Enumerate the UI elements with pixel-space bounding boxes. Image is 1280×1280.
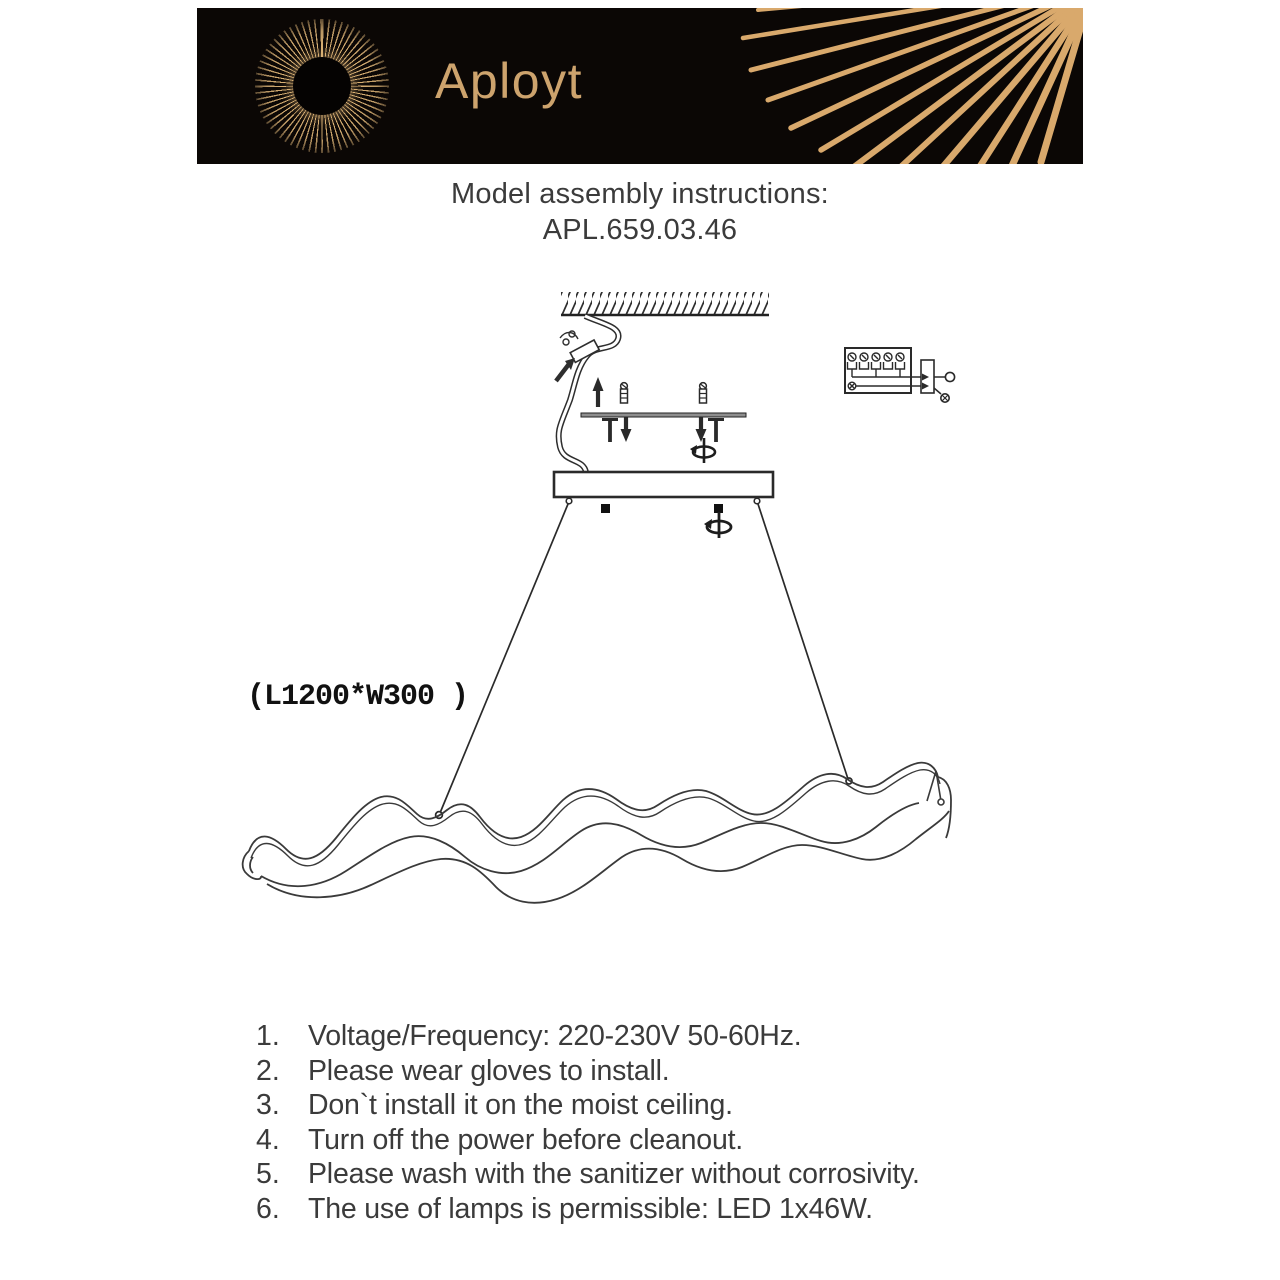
wall-anchor-left [621,383,628,403]
instruction-item [256,1160,920,1189]
instruction-item [256,1022,920,1051]
instruction-number: 6. [256,1192,280,1225]
square-marker-right [714,504,723,513]
brand-name: Aployt [435,53,583,109]
instruction-item [256,1192,920,1225]
wave-diffuser [243,763,951,903]
screw-rotate-icon-lower [704,512,731,538]
instruction-item [256,1054,920,1087]
instruction-number: 5. [256,1158,280,1190]
instruction-number: 3. [256,1089,280,1121]
wall-anchor-right [700,383,707,403]
instructions-list [256,1022,920,1229]
mounting-screw-left [602,419,618,442]
square-marker-left [601,504,610,513]
mounting-bar [581,413,746,417]
canopy [554,472,773,504]
up-arrow [593,377,604,407]
instruction-text: Please wash with the sanitizer without corrosivity. [308,1158,920,1190]
page-title: Model assembly instructions: [451,178,829,210]
instruction-text: Please wear gloves to install. [308,1054,670,1087]
instruction-item [256,1123,920,1156]
down-arrow-left [621,417,632,442]
instruction-number: 1. [256,1020,280,1052]
instruction-number: 4. [256,1123,280,1156]
mounting-screw-right [708,419,724,442]
ceiling-hatch [561,292,769,315]
instruction-text: Don`t install it on the moist ceiling. [308,1089,733,1121]
dimension-label: (L1200*W300 ) [247,680,469,714]
instruction-item [256,1091,920,1120]
instruction-text: Voltage/Frequency: 220-230V 50-60Hz. [308,1020,802,1052]
model-number: APL.659.03.46 [542,214,738,246]
terminal-block-detail [845,348,955,402]
screw-rotate-icon-upper [690,438,715,463]
instruction-text: The use of lamps is permissible: LED 1x46W. [308,1192,873,1225]
instruction-text: Turn off the power before cleanout. [308,1123,744,1156]
suspension-wires [436,504,852,818]
instruction-number: 2. [256,1054,280,1087]
